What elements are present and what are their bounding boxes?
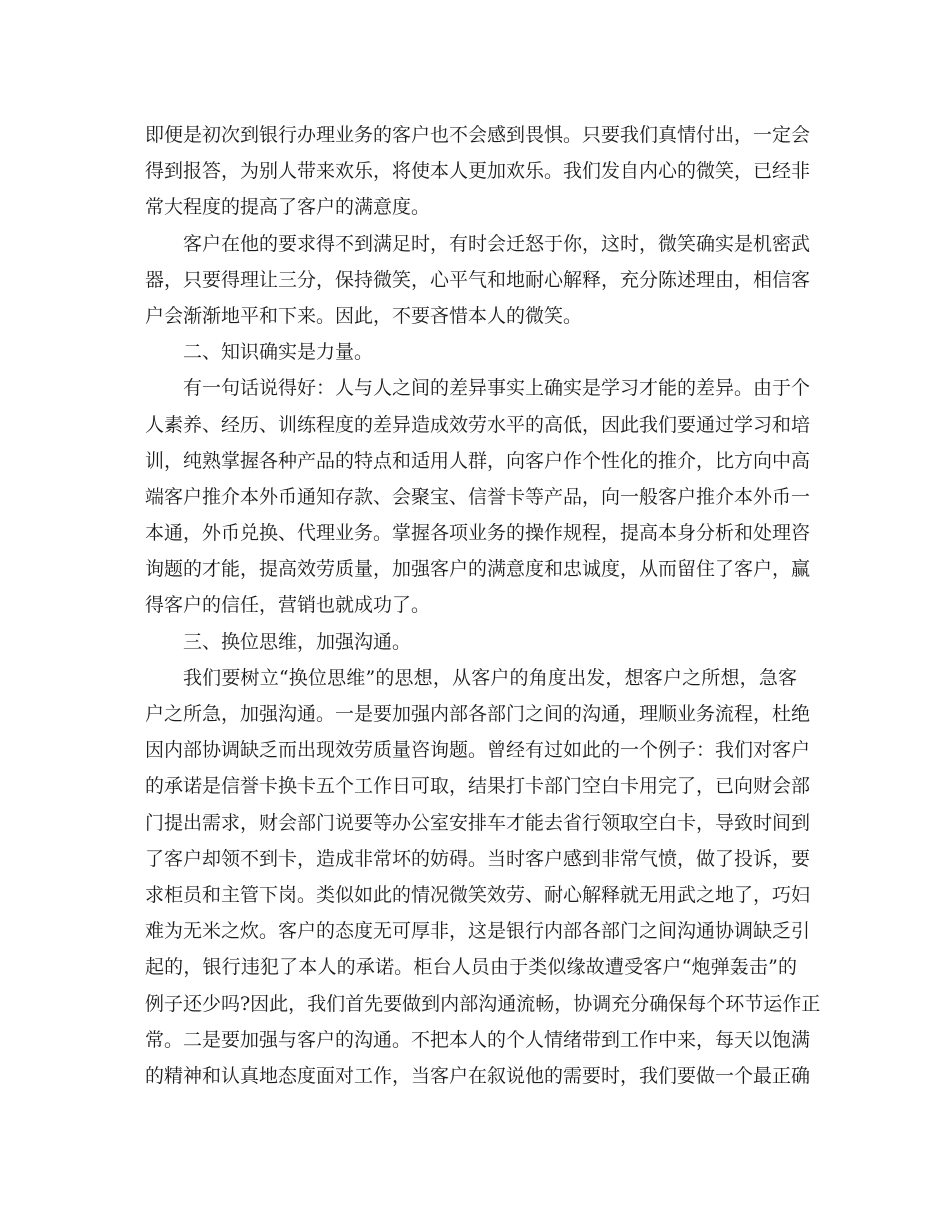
text-line: 本通，外币兑换、代理业务。掌握各项业务的操作规程，提高本身分析和处理咨 <box>145 522 811 545</box>
text-line: 的承诺是信誉卡换卡五个工作日可取，结果打卡部门空白卡用完了，已向财会部 <box>145 775 811 798</box>
text-line: 人素养、经历、训练程度的差异造成效劳水平的高低，因此我们要通过学习和培 <box>145 413 811 436</box>
body-text <box>145 117 821 1094</box>
text-line: 器，只要得理让三分，保持微笑，心平气和地耐心解释，充分陈述理由，相信客 <box>145 268 811 291</box>
text-line: 难为无米之炊。客户的态度无可厚非，这是银行内部各部门之间沟通协调缺乏引 <box>145 920 811 943</box>
text-line: 三、换位思维，加强沟通。 <box>183 630 412 653</box>
text-line: 我们要树立“换位思维”的思想，从客户的角度出发，想客户之所想，急客 <box>183 666 797 689</box>
text-line: 了客户却领不到卡，造成非常坏的妨碍。当时客户感到非常气愤，做了投诉，要 <box>145 847 811 870</box>
text-line: 常。二是要加强与客户的沟通。不把本人的个人情绪带到工作中来，每天以饱满 <box>145 1028 811 1051</box>
text-line: 询题的才能，提高效劳质量，加强客户的满意度和忠诚度，从而留住了客户，赢 <box>145 558 811 581</box>
text-line: 户之所急，加强沟通。一是要加强内部各部门之间的沟通，理顺业务流程，杜绝 <box>145 703 811 725</box>
text-line: 得客户的信任，营销也就成功了。 <box>145 594 431 617</box>
text-line: 户会渐渐地平和下来。因此，不要吝惜本人的微笑。 <box>145 304 583 327</box>
text-line: 门提出需求，财会部门说要等办公室安排车才能去省行领取空白卡，导致时间到 <box>145 811 811 834</box>
text-line: 端客户推介本外币通知存款、会聚宝、信誉卡等产品，向一般客户推介本外币一 <box>145 485 811 508</box>
text-line: 即便是初次到银行办理业务的客户也不会感到畏惧。只要我们真情付出，一定会 <box>145 124 811 146</box>
text-line: 求柜员和主管下岗。类似如此的情况微笑效劳、耐心解释就无用武之地了，巧妇 <box>145 883 811 906</box>
text-line: 有一句话说得好：人与人之间的差异事实上确实是学习才能的差异。由于个 <box>183 377 811 400</box>
text-line: 的精神和认真地态度面对工作，当客户在叙说他的需要时，我们要做一个最正确 <box>145 1064 811 1087</box>
text-line: 客户在他的要求得不到满足时，有时会迁怒于你，这时，微笑确实是机密武 <box>183 232 811 255</box>
text-line: 因内部协调缺乏而出现效劳质量咨询题。曾经有过如此的一个例子：我们对客户 <box>145 739 811 762</box>
text-line: 训，纯熟掌握各种产品的特点和适用人群，向客户作个性化的推介，比方向中高 <box>145 449 811 472</box>
text-line: 常大程度的提高了客户的满意度。 <box>145 196 431 219</box>
text-line: 二、知识确实是力量。 <box>183 341 374 364</box>
text-line: 例子还少吗?因此，我们首先要做到内部沟通流畅，协调充分确保每个环节运作正 <box>145 992 821 1015</box>
text-line: 得到报答，为别人带来欢乐，将使本人更加欢乐。我们发自内心的微笑，已经非 <box>145 160 811 183</box>
text-line: 起的，银行违犯了本人的承诺。柜台人员由于类似缘故遭受客户“炮弹轰击”的 <box>145 956 797 979</box>
